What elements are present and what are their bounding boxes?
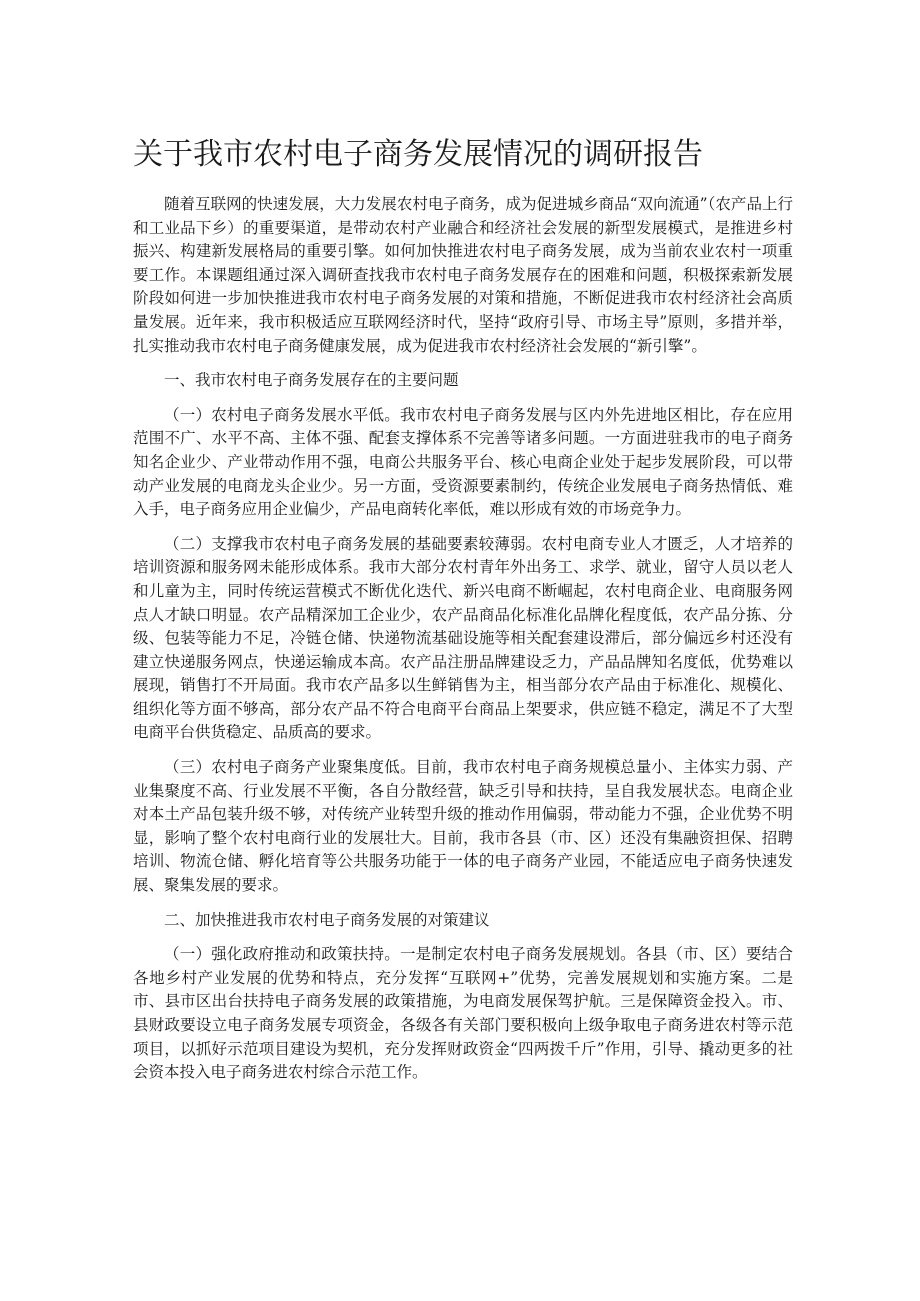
section-1-heading: 一、我市农村电子商务发展存在的主要问题 [164,371,459,390]
section-1-paragraph-1: （一）农村电子商务发展水平低。我市农村电子商务发展与区内外先进地区相比，存在应用范围不广、水平不高、主体不强、配套支撑体系不完善等诸多问题。一方面进驻我市的电子商务知名企业少、产业带动作用不强，电商公共服务平台、核心电商企业处于起步发展阶段，可以带动产业发展的电商龙头企业少。另一方面，受资源要素制约，传统企业发展电子商务热情低、难入手，电子商务应用企业偏少，产品电商转化率低，难以形成有效的市场竞争力。 [133,405,793,519]
section-1-paragraph-2: （二）支撑我市农村电子商务发展的基础要素较薄弱。农村电商专业人才匮乏，人才培养的培训资源和服务网未能形成体系。我市大部分农村青年外出务工、求学、就业，留守人员以老人和儿童为主，同时传统运营模式不断优化迭代、新兴电商不断崛起，农村电商企业、电商服务网点人才缺口明显。农产品精深加工企业少，农产品商品化标准化品牌化程度低，农产品分拣、分级、包装等能力不足，冷链仓储、快递物流基础设施等相关配套建设滞后，部分偏远乡村还没有建立快递服务网点，快递运输成本高。农产品注册品牌建设乏力，产品品牌知名度低，优势难以展现，销售打不开局面。我市农产品多以生鲜销售为主，相当部分农产品由于标准化、规模化、组织化等方面不够高，部分农产品不符合电商平台商品上架要求，供应链不稳定，满足不了大型电商平台供货稳定、品质高的要求。 [133,534,793,742]
document-title: 关于我市农村电子商务发展情况的调研报告 [133,137,703,172]
section-2-paragraph-1: （一）强化政府推动和政策扶持。一是制定农村电子商务发展规划。各县（市、区）要结合各地乡村产业发展的优势和特点，充分发挥“互联网+”优势，完善发展规划和实施方案。二是市、县市区出台扶持电子商务发展的政策措施，为电商发展保驾护航。三是保障资金投入。市、县财政要设立电子商务发展专项资金，各级各有关部门要积极向上级争取电子商务进农村等示范项目，以抓好示范项目建设为契机，充分发挥财政资金“四两拨千斤”作用，引导、撬动更多的社会资本投入电子商务进农村综合示范工作。 [133,945,793,1082]
section-2-heading: 二、加快推进我市农村电子商务发展的对策建议 [164,910,490,929]
intro-paragraph: 随着互联网的快速发展，大力发展农村电子商务，成为促进城乡商品“双向流通”（农产品上行和工业品下乡）的重要渠道，是带动农村产业融合和经济社会发展的新型发展模式，是推进乡村振兴、构建新发展格局的重要引擎。如何加快推进农村电子商务发展，成为当前农业农村一项重要工作。本课题组通过深入调研查找我市农村电子商务发展存在的困难和问题，积极探索新发展阶段如何进一步加快推进我市农村电子商务发展的对策和措施，不断促进我市农村经济社会高质量发展。近年来，我市积极适应互联网经济时代，坚持“政府引导、市场主导”原则，多措并举，扎实推动我市农村电子商务健康发展，成为促进我市农村经济社会发展的“新引擎”。 [133,195,793,355]
section-1-paragraph-3: （三）农村电子商务产业聚集度低。目前，我市农村电子商务规模总量小、主体实力弱、产业集聚度不高、行业发展不平衡，各自分散经营，缺乏引导和扶持，呈自我发展状态。电商企业对本土产品包装升级不够，对传统产业转型升级的推动作用偏弱，带动能力不强，企业优势不明显，影响了整个农村电商行业的发展壮大。目前，我市各县（市、区）还没有集融资担保、招聘培训、物流仓储、孵化培育等公共服务功能于一体的电子商务产业园，不能适应电子商务快速发展、聚集发展的要求。 [133,758,793,895]
document-page [133,135,793,1096]
